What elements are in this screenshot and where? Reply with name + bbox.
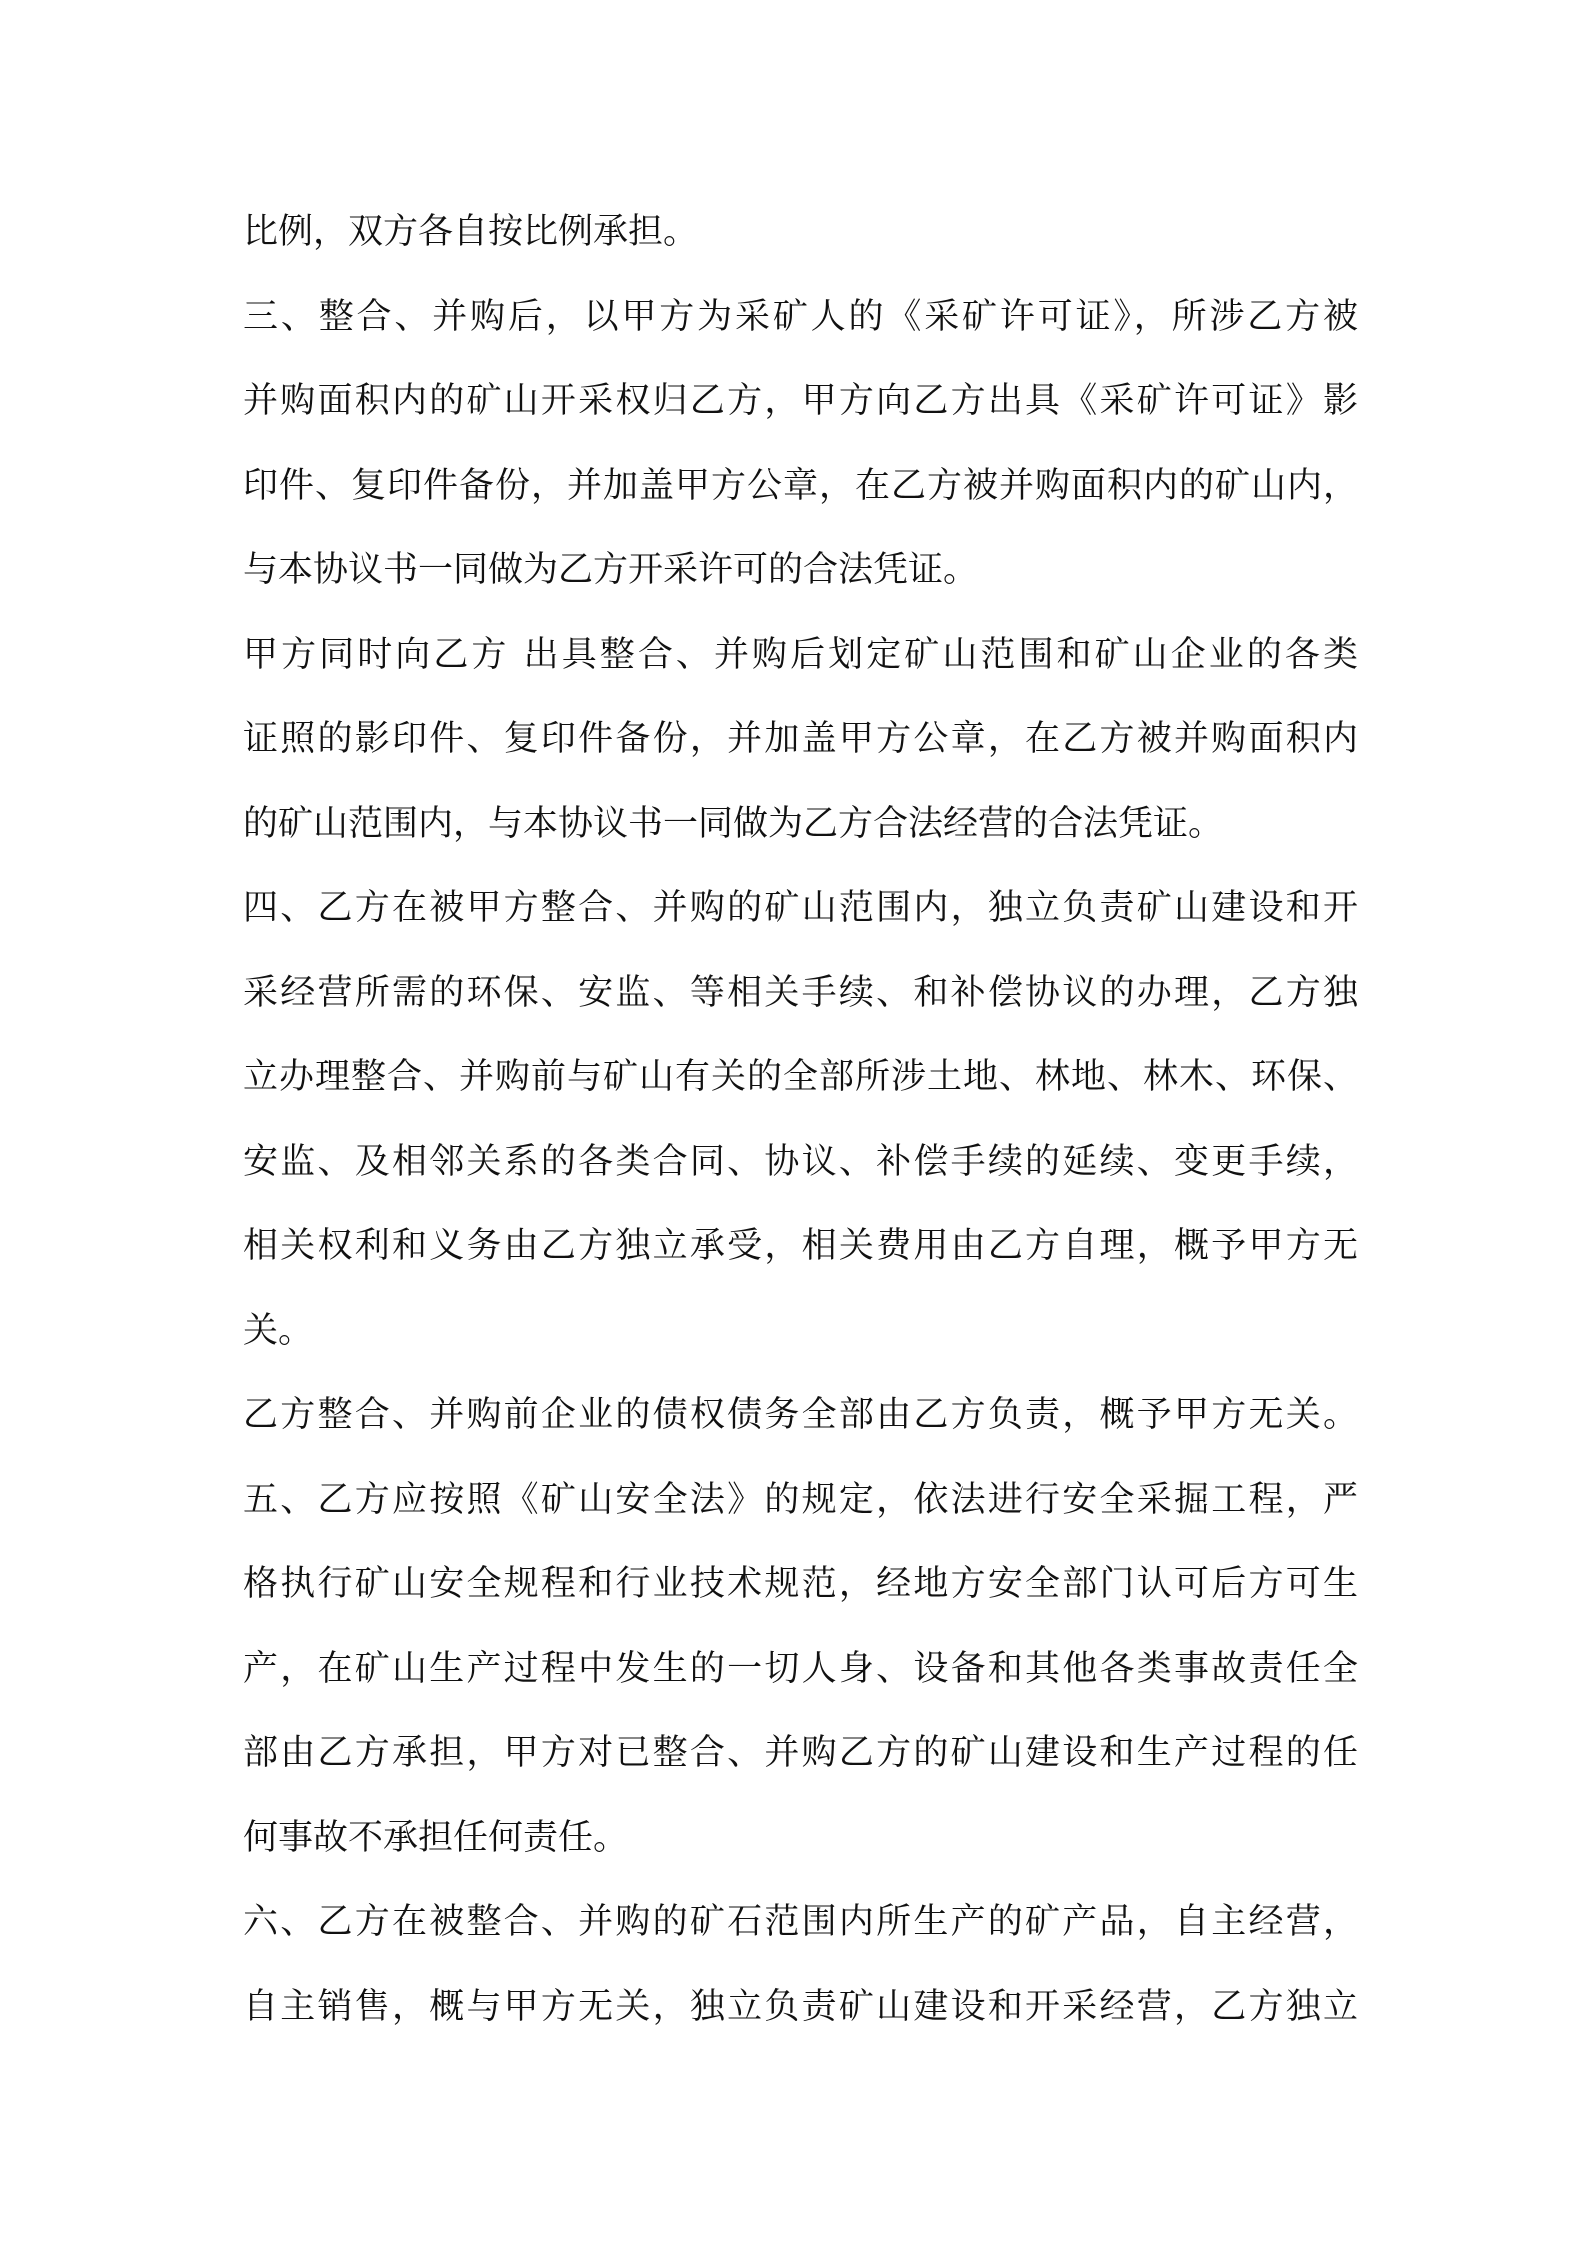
text-line-22: 自主销售，概与甲方无关，独立负责矿山建设和开采经营，乙方独立: [243, 1986, 1358, 2027]
text-line-9: 四、乙方在被甲方整合、并购的矿山范围内，独立负责矿山建设和开: [243, 888, 1358, 928]
text-line-12: 安监、及相邻关系的各类合同、协议、补偿手续的延续、变更手续，: [243, 1141, 1358, 1182]
text-line-7: 证照的影印件、复印件备份，并加盖甲方公章，在乙方被并购面积内: [243, 719, 1358, 759]
text-line-15: 乙方整合、并购前企业的债权债务全部由乙方负责，概予甲方无关。: [243, 1395, 1358, 1435]
text-line-8: 的矿山范围内，与本协议书一同做为乙方合法经营的合法凭证。: [243, 803, 1224, 844]
text-line-4: 印件、复印件备份，并加盖甲方公章，在乙方被并购面积内的矿山内，: [243, 465, 1358, 506]
text-line-3: 并购面积内的矿山开采权归乙方，甲方向乙方出具《采矿许可证》影: [243, 381, 1358, 421]
text-line-5: 与本协议书一同做为乙方开采许可的合法凭证。: [243, 550, 979, 590]
text-line-10: 采经营所需的环保、安监、等相关手续、和补偿协议的办理，乙方独: [243, 972, 1358, 1013]
text-line-17: 格执行矿山安全规程和行业技术规范，经地方安全部门认可后方可生: [243, 1564, 1358, 1604]
text-line-14: 关。: [243, 1310, 314, 1351]
text-line-1: 比例，双方各自按比例承担。: [243, 212, 699, 252]
text-line-13: 相关权利和义务由乙方独立承受，相关费用由乙方自理，概予甲方无: [243, 1226, 1358, 1266]
text-line-20: 何事故不承担任何责任。: [243, 1817, 629, 1858]
text-line-21: 六、乙方在被整合、并购的矿石范围内所生产的矿产品，自主经营，: [243, 1902, 1358, 1942]
document-body: [243, 190, 1358, 2049]
text-line-2: 三、整合、并购后，以甲方为采矿人的《采矿许可证》，所涉乙方被: [243, 296, 1358, 337]
text-line-16: 五、乙方应按照《矿山安全法》的规定，依法进行安全采掘工程，严: [243, 1479, 1358, 1520]
text-line-11: 立办理整合、并购前与矿山有关的全部所涉土地、林地、林木、环保、: [243, 1057, 1358, 1097]
text-line-19: 部由乙方承担，甲方对已整合、并购乙方的矿山建设和生产过程的任: [243, 1733, 1358, 1773]
text-line-6: 甲方同时向乙方 出具整合、并购后划定矿山范围和矿山企业的各类: [243, 634, 1358, 675]
text-line-18: 产，在矿山生产过程中发生的一切人身、设备和其他各类事故责任全: [243, 1648, 1358, 1689]
